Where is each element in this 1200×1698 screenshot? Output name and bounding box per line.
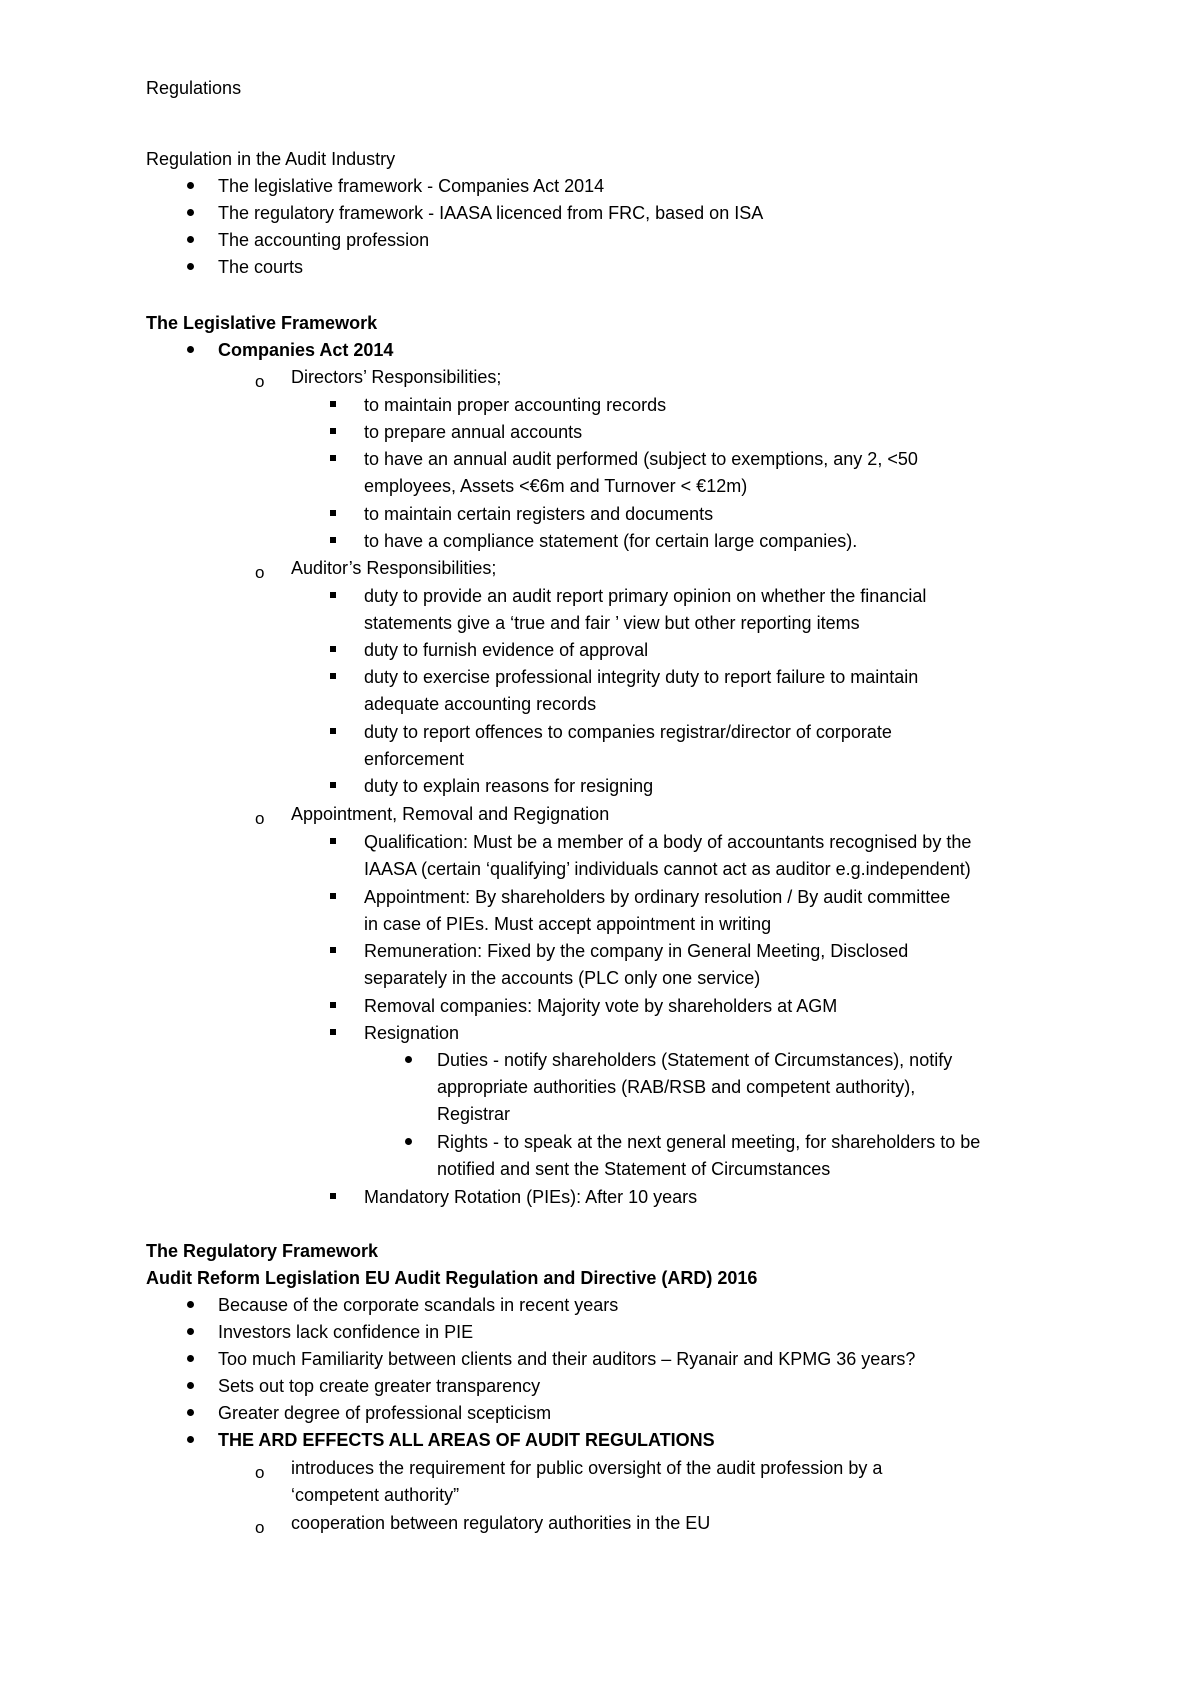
- list-item-continued: separately in the accounts (PLC only one service): [364, 968, 761, 988]
- list-item: Rights - to speak at the next general meeting, for shareholders to be: [437, 1132, 981, 1152]
- bullet-square-icon: [330, 838, 336, 844]
- list-item: The regulatory framework - IAASA licenced from FRC, based on ISA: [218, 203, 764, 223]
- list-item: Sets out top create greater transparency: [218, 1376, 541, 1396]
- list-item-continued: Registrar: [437, 1104, 511, 1124]
- list-item: duty to furnish evidence of approval: [364, 640, 649, 660]
- list-item: duty to explain reasons for resigning: [364, 776, 654, 796]
- list-item-continued: enforcement: [364, 749, 465, 769]
- list-item: Remuneration: Fixed by the company in General Meeting, Disclosed: [364, 941, 909, 961]
- bullet-circle-icon: o: [255, 563, 265, 582]
- list-item: Too much Familiarity between clients and their auditors – Ryanair and KPMG 36 years?: [218, 1349, 916, 1369]
- bullet-disc-icon: [187, 1355, 194, 1362]
- list-item: Because of the corporate scandals in recent years: [218, 1295, 619, 1315]
- bullet-disc-icon: [187, 1382, 194, 1389]
- list-item: Appointment: By shareholders by ordinary resolution / By audit committee: [364, 887, 951, 907]
- bullet-disc-icon: [187, 1436, 194, 1443]
- list-item-continued: adequate accounting records: [364, 694, 597, 714]
- bullet-disc-icon: [187, 1409, 194, 1416]
- bullet-circle-icon: o: [255, 1463, 265, 1482]
- bullet-square-icon: [330, 1002, 336, 1008]
- section-subheading: Audit Reform Legislation EU Audit Regulation and Directive (ARD) 2016: [146, 1268, 758, 1288]
- list-item: introduces the requirement for public oversight of the audit profession by a: [291, 1458, 883, 1478]
- list-item: Removal companies: Majority vote by shareholders at AGM: [364, 996, 838, 1016]
- list-item: Resignation: [364, 1023, 460, 1043]
- section-heading: The Legislative Framework: [146, 313, 378, 333]
- list-item: duty to provide an audit report primary opinion on whether the financial: [364, 586, 927, 606]
- list-item: Investors lack confidence in PIE: [218, 1322, 474, 1342]
- list-item: Auditor’s Responsibilities;: [291, 558, 497, 578]
- bullet-square-icon: [330, 728, 336, 734]
- bullet-circle-icon: o: [255, 372, 265, 391]
- bullet-square-icon: [330, 428, 336, 434]
- bullet-square-icon: [330, 510, 336, 516]
- list-item: Duties - notify shareholders (Statement of Circumstances), notify: [437, 1050, 953, 1070]
- bullet-square-icon: [330, 537, 336, 543]
- bullet-disc-icon: [187, 1328, 194, 1335]
- bullet-square-icon: [330, 673, 336, 679]
- list-item-continued: notified and sent the Statement of Circumstances: [437, 1159, 831, 1179]
- list-item: The accounting profession: [218, 230, 430, 250]
- list-item: to have a compliance statement (for certain large companies).: [364, 531, 858, 551]
- list-item: duty to report offences to companies registrar/director of corporate: [364, 722, 892, 742]
- list-item: cooperation between regulatory authorities in the EU: [291, 1513, 711, 1533]
- bullet-circle-icon: o: [255, 1518, 265, 1537]
- list-item: to prepare annual accounts: [364, 422, 583, 442]
- list-item: to have an annual audit performed (subject to exemptions, any 2, <50: [364, 449, 918, 469]
- bullet-square-icon: [330, 401, 336, 407]
- section-heading: The Regulatory Framework: [146, 1241, 379, 1261]
- list-item: Mandatory Rotation (PIEs): After 10 years: [364, 1187, 698, 1207]
- list-item: Appointment, Removal and Regignation: [291, 804, 610, 824]
- bullet-disc-icon: [187, 209, 194, 216]
- bullet-square-icon: [330, 893, 336, 899]
- list-item: to maintain proper accounting records: [364, 395, 667, 415]
- bullet-circle-icon: o: [255, 809, 265, 828]
- bullet-disc-icon: [187, 236, 194, 243]
- bullet-square-icon: [330, 947, 336, 953]
- bullet-disc-icon: [187, 1301, 194, 1308]
- bullet-square-icon: [330, 455, 336, 461]
- list-item: The courts: [218, 257, 304, 277]
- bullet-disc-icon: [405, 1056, 412, 1063]
- list-item: Directors’ Responsibilities;: [291, 367, 502, 387]
- bullet-disc-icon: [405, 1138, 412, 1145]
- bullet-disc-icon: [187, 263, 194, 270]
- list-item: THE ARD EFFECTS ALL AREAS OF AUDIT REGULATIONS: [218, 1430, 715, 1450]
- bullet-disc-icon: [187, 182, 194, 189]
- list-item: Greater degree of professional scepticism: [218, 1403, 552, 1423]
- list-item-continued: appropriate authorities (RAB/RSB and competent authority),: [437, 1077, 916, 1097]
- list-item-continued: statements give a ‘true and fair ’ view but other reporting items: [364, 613, 860, 633]
- bullet-square-icon: [330, 782, 336, 788]
- list-item-continued: employees, Assets <€6m and Turnover < €12m): [364, 476, 748, 496]
- list-item: Qualification: Must be a member of a body of accountants recognised by the: [364, 832, 972, 852]
- bullet-square-icon: [330, 1193, 336, 1199]
- list-item-continued: ‘competent authority”: [291, 1485, 460, 1505]
- list-item: The legislative framework - Companies Act 2014: [218, 176, 605, 196]
- document-title: Regulations: [146, 78, 242, 98]
- bullet-square-icon: [330, 1029, 336, 1035]
- list-item: to maintain certain registers and documents: [364, 504, 714, 524]
- bullet-square-icon: [330, 592, 336, 598]
- list-item: Companies Act 2014: [218, 340, 394, 360]
- bullet-square-icon: [330, 646, 336, 652]
- section-heading: Regulation in the Audit Industry: [146, 149, 396, 169]
- list-item-continued: IAASA (certain ‘qualifying’ individuals cannot act as auditor e.g.independent): [364, 859, 971, 879]
- list-item: duty to exercise professional integrity duty to report failure to maintain: [364, 667, 919, 687]
- bullet-disc-icon: [187, 346, 194, 353]
- list-item-continued: in case of PIEs. Must accept appointment in writing: [364, 914, 772, 934]
